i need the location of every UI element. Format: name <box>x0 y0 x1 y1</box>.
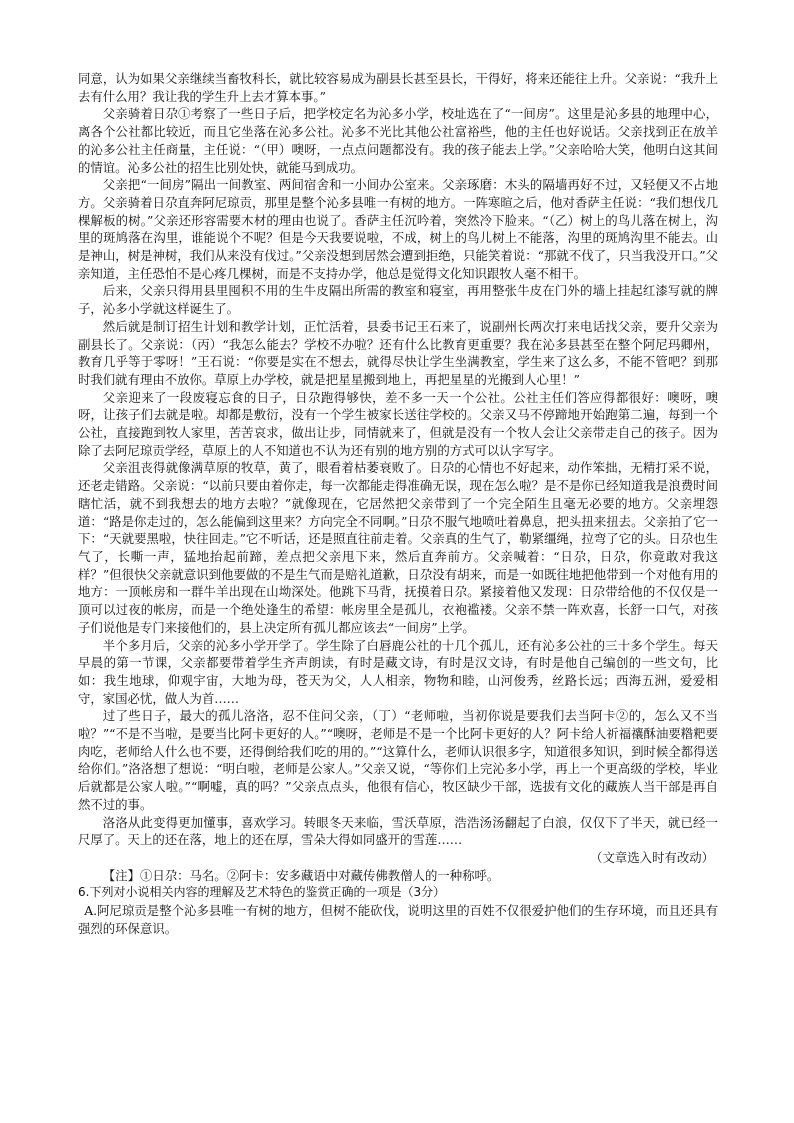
paragraph: 然后就是制订招生计划和教学计划，正忙活着，县委书记王石来了，说副州长两次打来电话找父亲，要升父亲为副县长了。父亲说：（丙）“我怎么能去？学校不办啦？还有什么比教育更重要？我在沁多县甚至在整个阿尼玛卿州，教育几乎等于零呀！”王石说：“你要是实在不想去，就得尽快让学生坐满教室，学生来了这么多，不能不管吧？到那时我们就有理由不放你。草原上办学校，就是把星星搬到地上，再把星星的光搬到人心里！” <box>78 318 718 387</box>
footnote: 【注】①日尕：马名。②阿卡：安多藏语中对藏传佛教僧人的一种称呼。 <box>102 867 500 883</box>
paragraph: 父亲把“一间房”隔出一间教室、两间宿舍和一小间办公室来。父亲琢磨：木头的隔墙再好不过，又轻便又不占地方。父亲骑着日尕直奔阿尼琼贡，那里是整个沁多县唯一有树的地方。一阵寒暄之后，他对香萨主任说：“我们想伐几棵解板的树。”父亲还形容需要木材的理由也说了。香萨主任沉吟着，突然冷下脸来。“（乙）树上的鸟儿落在树上，沟里的斑鸠落在沟里，谁能说个不呢？但是今天我要说啦，不成，树上的鸟儿树上不能落，沟里的斑鸠沟里不能去。山是神山，树是神树，我们从来没有伐过。”父亲没想到居然会遭到拒绝，只能笑着说：“那就不伐了，只当我没开口。”父亲知道，主任恐怕不是心疼几棵树，而是不支持办学，他总是觉得文化知识跟牧人毫不相干。 <box>78 177 718 281</box>
answer-option-a: A.阿尼琼贡是整个沁多县唯一有树的地方，但树不能砍伐，说明这里的百姓不仅很爱护他们的生存环境，而且还具有强烈的环保意识。 <box>78 903 718 936</box>
source-note: （文章选入时有改动） <box>590 849 714 865</box>
paragraph: 后来，父亲只得用县里囤积不用的生牛皮隔出所需的教室和寝室，再用整张牛皮在门外的墙上挂起红漆写就的牌子，沁多小学就这样诞生了。 <box>78 283 718 317</box>
paragraph: 洛洛从此变得更加懂事，喜欢学习。转眼冬天来临，雪沃草原，浩浩汤汤翻起了白浪，仅仅下了半天，就已经一尺厚了。天上的还在落，地上的还在厚，雪朵大得如同盛开的雪莲…… <box>78 814 718 848</box>
paragraph: 同意，认为如果父亲继续当畜牧科长，就比较容易成为副县长甚至县长，干得好，将来还能往上升。父亲说：“我升上去有什么用？我让我的学生升上去才算本事。” <box>78 71 718 104</box>
document-page <box>78 70 718 937</box>
paragraph: 父亲迎来了一段废寝忘食的日子，日尕跑得够快，差不多一天一个公社。公社主任们答应得都很好：噢呀，噢呀，让孩子们去就是啦。却都是敷衍，没有一个学生被家长送往学校的。父亲又马不停蹄地开始跑第二遍，每到一个公社，直接跑到牧人家里，苦苦哀求，做出让步，同情就来了，但就是没有一个牧人会让父亲带走自己的孩子。因为除了去阿尼琼贡学经，草原上的人不知道也不认为还有别的地方别的方式可以认字写字。 <box>78 389 718 458</box>
paragraph: 过了些日子，最大的孤儿洛洛，忍不住问父亲，（丁）“老师啦，当初你说是要我们去当阿卡②的，怎么又不当啦？”“不是不当啦，是要当比阿卡更好的人。”“噢呀，老师是不是一个比阿卡更好的人？阿卡给人祈福禳酥油要糌粑要肉吃，老师给人什么也不要，还得倒给我们吃的用的。”“这算什么，老师认识很多字，知道很多知识，到时候全都得送给你们。”洛洛想了想说：“明白啦，老师是公家人。”父亲又说，“等你们上完沁多小学，再上一个更高级的学校，毕业后就都是公家人啦。”“啊嘘，真的吗？”父亲点点头，他很有信心，牧区缺少干部，选拔有文化的藏族人当干部是再自然不过的事。 <box>78 708 718 812</box>
paragraph: 半个多月后，父亲的沁多小学开学了。学生除了白唇鹿公社的十几个孤儿，还有沁多公社的三十多个学生。每天早晨的第一节课，父亲都要带着学生齐声朗读，有时是藏文诗，有时是汉文诗，有时是他自己编创的一些文句，比如：我生地球，仰观宇宙，大地为母，苍天为父，人人相亲，物物和睦，山河俊秀，丝路长远；西海五洲，爱爱相守，家国必忧，做人为首…… <box>78 637 718 706</box>
paragraph: 父亲沮丧得就像满草原的牧草，黄了，眼看着枯萎衰败了。日尕的心情也不好起来，动作笨拙，无精打采不说，还老走错路。父亲说：“以前只要由着你走，每一次都能走得准确无误，现在怎么啦？是不是你已经知道我是浪费时间瞎忙活，就不到我想去的地方去啦？”就像现在，它居然把父亲带到了一个完全陌生且毫无必要的地方。父亲埋怨道：“路是你走过的，怎么能偏到这里来？方向完全不同啊。”日尕不服气地喷吐着鼻息，把头扭来扭去。父亲拍了它一下：“天就要黑啦，快往回走。”它不听话，还是照直往前走着。父亲真的生气了，勒紧缰绳，拉弯了它的头。日尕也生气了，长嘶一声，猛地抬起前蹄，差点把父亲甩下来，然后直奔前方。父亲喊着：“日尕，日尕，你竟敢对我这样？”但很快父亲就意识到他要做的不是生气而是赔礼道歉，日尕没有胡来，而是一如既往地把他带到一个对他有用的地方：一顶帐房和一群牛羊出现在山坳深处。他跳下马背，抚摸着日尕。紧接着他又发现：日尕带给他的不仅仅是一顶可以过夜的帐房，而是一个绝处逢生的希望：帐房里全是孤儿，衣袍褴褛。父亲不禁一阵欢喜，长舒一口气，对孩子们说他是专门来接他们的，县上决定所有孤儿都应该去“一间房”上学。 <box>78 460 718 635</box>
question-title: 6.下列对小说相关内容的理解及艺术特色的鉴赏正确的一项是（3分） <box>78 885 446 900</box>
paragraph: 父亲骑着日尕①考察了一些日子后，把学校定名为沁多小学，校址选在了“一间房”。这里是沁多县的地理中心，离各个公社都比较近，而且它坐落在沁多公社。沁多不光比其他公社富裕些，他的主任也好说话。父亲找到正在放羊的沁多公社主任商量，主任说：“（甲）噢呀，一点点问题都没有。我的孩子能去上学。”父亲哈哈大笑，他明白这其间的情谊。沁多公社的招生比别处快，就能马到成功。 <box>78 106 718 175</box>
